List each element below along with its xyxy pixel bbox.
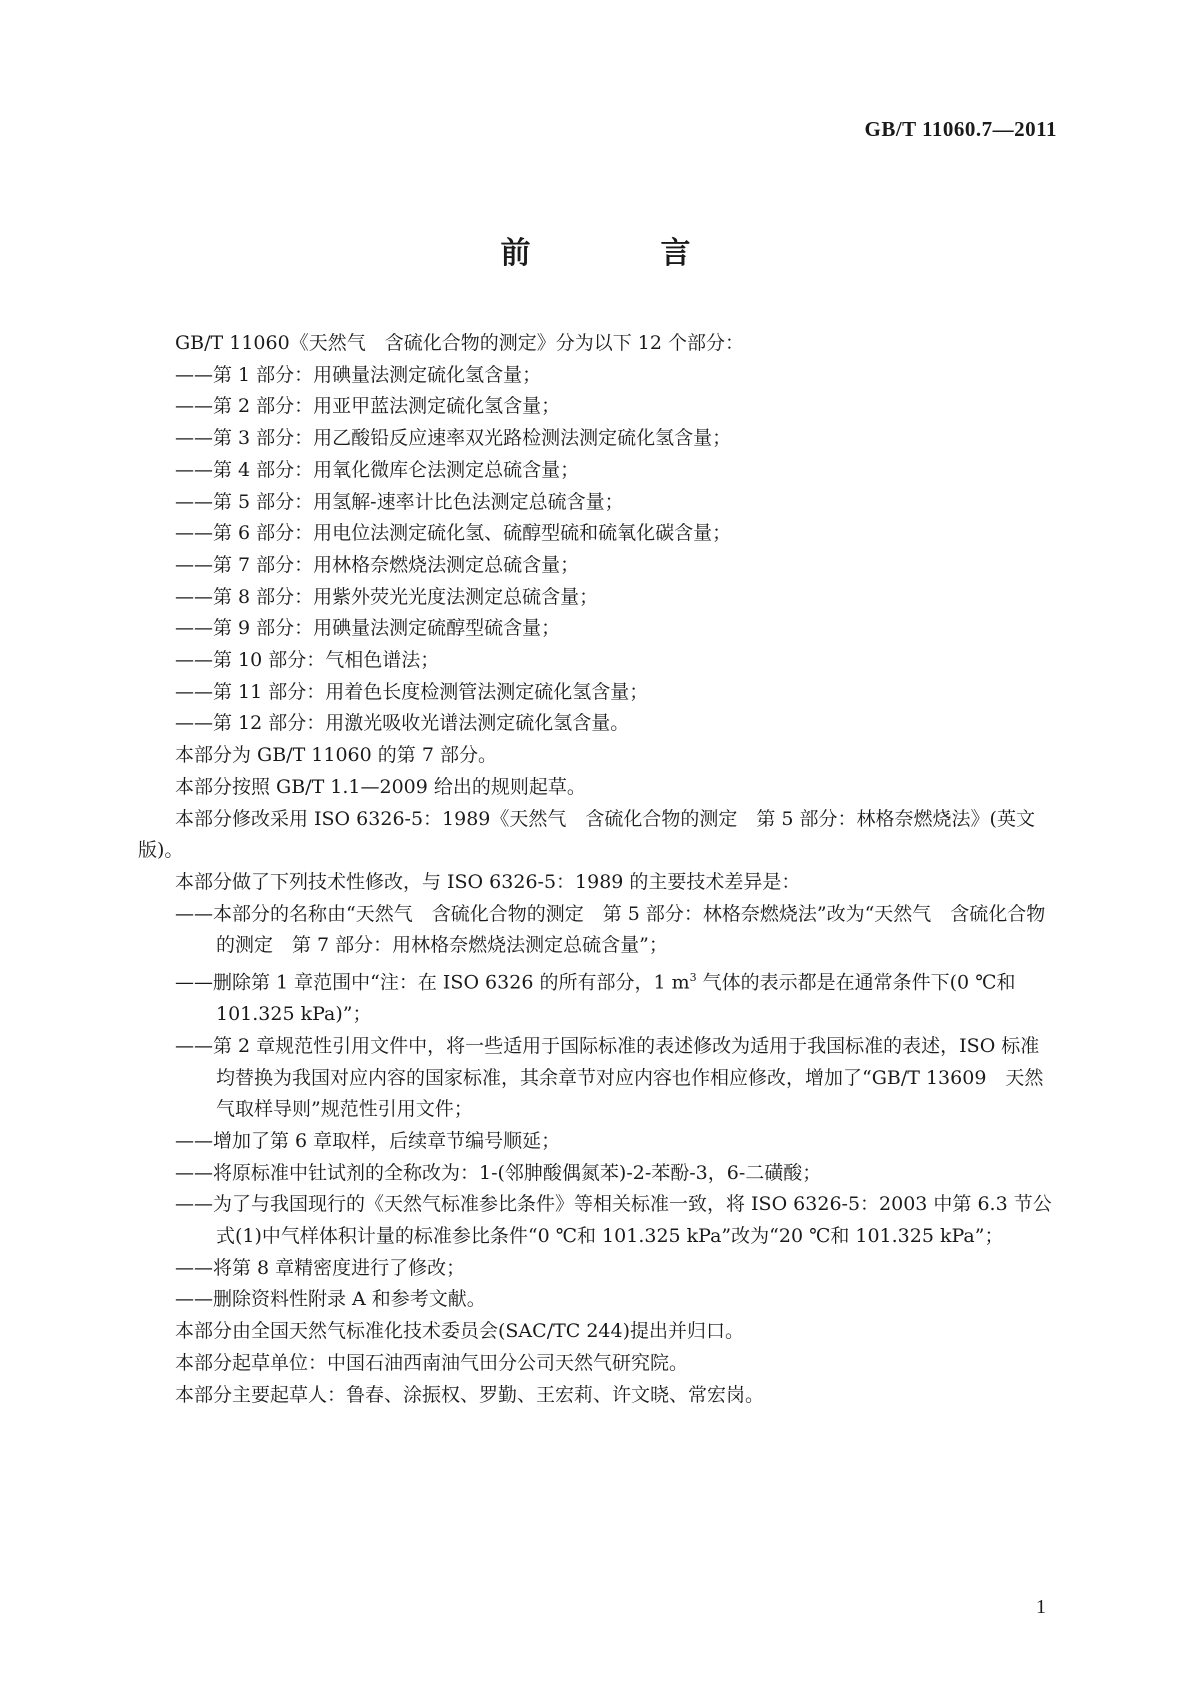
part-list-item: ——第 9 部分：用碘量法测定硫醇型硫含量；: [175, 617, 561, 640]
part-list-item: ——第 3 部分：用乙酸铅反应速率双光路检测法测定硫化氢含量；: [175, 427, 732, 450]
superscript: 3: [689, 971, 697, 985]
part-list-item: ——第 6 部分：用电位法测定硫化氢、硫醇型硫和硫氧化碳含量；: [175, 522, 732, 545]
part-list-item: ——第 10 部分：气相色谱法；: [175, 649, 440, 672]
changes-intro-paragraph: 本部分做了下列技术性修改，与 ISO 6326-5：1989 的主要技术差异是：: [175, 870, 801, 893]
drafting-rules-paragraph: 本部分按照 GB/T 1.1—2009 给出的规则起草。: [175, 775, 586, 798]
standard-code: GB/T 11060.7—2011: [864, 117, 1057, 141]
change-list-item: ——将第 8 章精密度进行了修改；: [175, 1256, 466, 1279]
part-list-item: ——第 5 部分：用氢解-速率计比色法测定总硫含量；: [175, 490, 624, 513]
change-list-item: ——为了与我国现行的《天然气标准参比条件》等相关标准一致，将 ISO 6326-5：2003 中第 6.3 节公式(1)中气样体积计量的标准参比条件“0 ℃和 101.325 kPa”改为“20 ℃和 101.325 kPa”；: [175, 1193, 1052, 1248]
change-list-item: ——第 2 章规范性引用文件中，将一些适用于国际标准的表述修改为适用于我国标准的表述，ISO 标准均替换为我国对应内容的国家标准，其余章节对应内容也作相应修改，增加了“GB/T 13609 天然气取样导则”规范性引用文件；: [175, 1034, 1044, 1121]
change-list-item: [138, 962, 1058, 1031]
part-list-item: ——第 7 部分：用林格奈燃烧法测定总硫含量；: [175, 553, 580, 576]
part-list-item: ——第 8 部分：用紫外荧光光度法测定总硫含量；: [175, 585, 599, 608]
page-title: 前 言: [500, 236, 741, 271]
drafting-unit-paragraph: 本部分起草单位：中国石油西南油气田分公司天然气研究院。: [175, 1351, 689, 1374]
change-text: 气体的表示都是在通常条件下(0 ℃和 101.325 kPa)”；: [216, 971, 1016, 1026]
part-list-item: ——第 12 部分：用激光吸收光谱法测定硫化氢含量。: [175, 712, 630, 735]
part-list-item: ——第 1 部分：用碘量法测定硫化氢含量；: [175, 363, 542, 386]
part-list-item: ——第 4 部分：用氧化微库仑法测定总硫含量；: [175, 458, 580, 481]
part-list-item: ——第 11 部分：用着色长度检测管法测定硫化氢含量；: [175, 680, 649, 703]
change-list-item: ——增加了第 6 章取样，后续章节编号顺延；: [175, 1129, 561, 1152]
change-list-item: ——将原标准中钍试剂的全称改为：1-(邻胂酸偶氮苯)-2-苯酚-3，6-二磺酸；: [175, 1161, 822, 1184]
drafters-paragraph: 本部分主要起草人：鲁春、涂振权、罗勤、王宏莉、许文晓、常宏岗。: [175, 1383, 765, 1406]
foreword-body: [138, 328, 1058, 1411]
intro-paragraph: GB/T 11060《天然气 含硫化合物的测定》分为以下 12 个部分：: [175, 332, 744, 354]
adoption-paragraph: 本部分修改采用 ISO 6326-5：1989《天然气 含硫化合物的测定 第 5 部分：林格奈燃烧法》(英文版)。: [138, 807, 1035, 862]
change-list-item: ——本部分的名称由“天然气 含硫化合物的测定 第 5 部分：林格奈燃烧法”改为“天然气 含硫化合物的测定 第 7 部分：用林格奈燃烧法测定总硫含量”；: [175, 902, 1046, 957]
change-list-item: ——删除资料性附录 A 和参考文献。: [175, 1288, 486, 1311]
part-list-item: ——第 2 部分：用亚甲蓝法测定硫化氢含量；: [175, 395, 561, 418]
change-text: ——删除第 1 章范围中“注：在 ISO 6326 的所有部分，1 m: [175, 971, 690, 994]
committee-paragraph: 本部分由全国天然气标准化技术委员会(SAC/TC 244)提出并归口。: [175, 1320, 745, 1343]
page-number: 1: [1036, 1596, 1046, 1618]
part7-paragraph: 本部分为 GB/T 11060 的第 7 部分。: [175, 744, 497, 767]
